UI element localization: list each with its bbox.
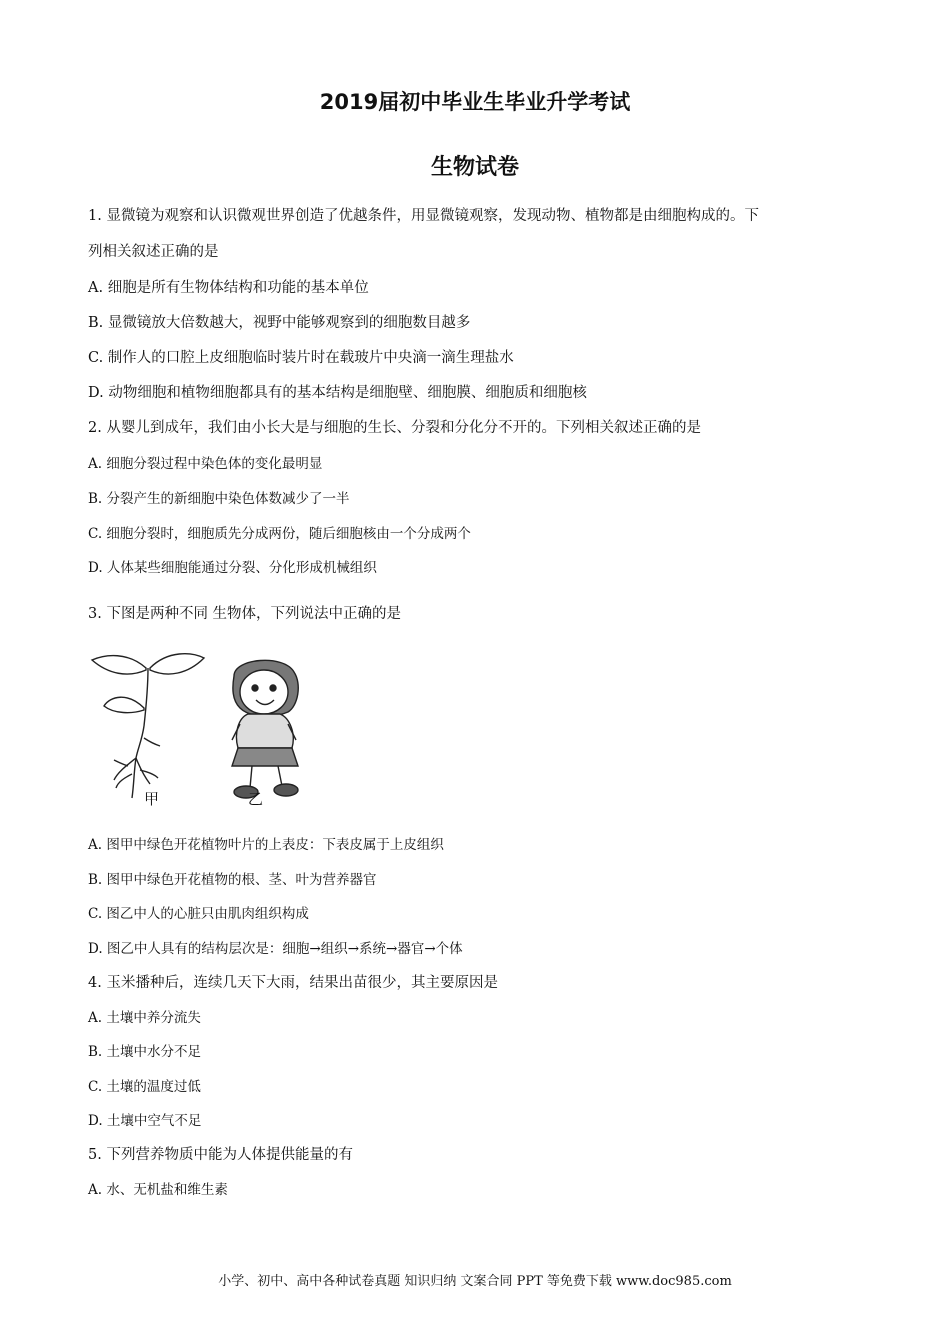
question-3-stem: 3. 下图是两种不同 生物体，下列说法中正确的是 — [88, 606, 402, 622]
question-4-stem: 4. 玉米播种后，连续几天下大雨，结果出苗很少，其主要原因是 — [88, 975, 498, 991]
organisms-illustration — [88, 648, 328, 813]
page-subtitle: 生物试卷 — [430, 155, 519, 180]
question-2-option-d: D. 人体某些细胞能通过分裂、分化形成机械组织 — [88, 560, 377, 576]
question-2-option-a: A. 细胞分裂过程中染色体的变化最明显 — [88, 456, 323, 472]
question-3-option-c: C. 图乙中人的心脏只由肌肉组织构成 — [88, 906, 309, 922]
question-3-option-b: B. 图甲中绿色开花植物的根、茎、叶为营养器官 — [88, 872, 377, 888]
figure-label-jia: 甲 — [144, 790, 160, 808]
question-1-option-b: B. 显微镜放大倍数越大，视野中能够观察到的细胞数目越多 — [88, 315, 471, 331]
question-4-option-b: B. 土壤中水分不足 — [88, 1044, 202, 1060]
question-1-option-d: D. 动物细胞和植物细胞都具有的基本结构是细胞壁、细胞膜、细胞质和细胞核 — [88, 385, 587, 401]
question-1-stem-line-2: 列相关叙述正确的是 — [88, 244, 219, 260]
question-4-option-c: C. 土壤的温度过低 — [88, 1079, 201, 1095]
question-1-option-a: A. 细胞是所有生物体结构和功能的基本单位 — [88, 280, 369, 296]
question-3-option-d: D. 图乙中人具有的结构层次是：细胞→组织→系统→器官→个体 — [88, 941, 463, 957]
question-1-stem-line-1: 1. 显微镜为观察和认识微观世界创造了优越条件，用显微镜观察，发现动物、植物都是由细胞构成的。下 — [88, 208, 759, 224]
question-2-option-c: C. 细胞分裂时，细胞质先分成两份，随后细胞核由一个分成两个 — [88, 526, 471, 542]
question-5-stem: 5. 下列营养物质中能为人体提供能量的有 — [88, 1147, 353, 1163]
question-1-option-c: C. 制作人的口腔上皮细胞临时装片时在载玻片中央滴一滴生理盐水 — [88, 350, 514, 366]
question-4-option-d: D. 土壤中空气不足 — [88, 1113, 202, 1129]
page-title: 2019届初中毕业生毕业升学考试 — [319, 90, 631, 114]
page-footer: 小学、初中、高中各种试卷真题 知识归纳 文案合同 PPT 等免费下载 www.doc985.com — [218, 1274, 732, 1289]
question-5-option-a: A. 水、无机盐和维生素 — [88, 1182, 228, 1198]
plant-drawing — [92, 654, 204, 798]
question-4-option-a: A. 土壤中养分流失 — [88, 1010, 201, 1026]
question-2-option-b: B. 分裂产生的新细胞中染色体数减少了一半 — [88, 491, 350, 507]
girl-drawing — [232, 660, 298, 798]
question-3-figure — [88, 648, 328, 813]
figure-label-yi: 乙 — [248, 790, 264, 808]
question-3-option-a: A. 图甲中绿色开花植物叶片的上表皮：下表皮属于上皮组织 — [88, 837, 444, 853]
question-2-stem: 2. 从婴儿到成年，我们由小长大是与细胞的生长、分裂和分化分不开的。下列相关叙述正确的是 — [88, 420, 701, 436]
